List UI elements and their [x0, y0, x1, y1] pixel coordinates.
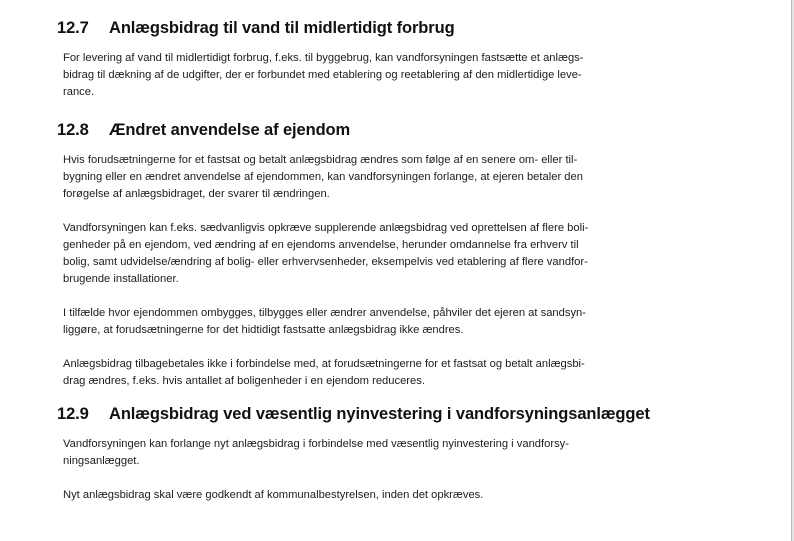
text-line: Vandforsyningen kan f.eks. sædvanligvis opkræve supplerende anlægsbidrag ved oprettelsen af flere boli-	[63, 222, 589, 234]
text-line: For levering af vand til midlertidigt forbrug, f.eks. til byggebrug, kan vandforsyningen fastsætte et anlægs-	[63, 52, 584, 64]
section-title: Anlægsbidrag ved væsentlig nyinvestering i vandforsyningsanlægget	[109, 405, 650, 423]
section-number: 12.9	[57, 405, 89, 423]
paragraph	[57, 220, 649, 288]
paragraph	[57, 356, 649, 390]
section-title: Ændret anvendelse af ejendom	[109, 121, 351, 139]
text-line: Vandforsyningen kan forlange nyt anlægsbidrag i forbindelse med væsentlig nyinvestering i vandforsy-	[63, 438, 569, 450]
section-title: Anlægsbidrag til vand til midlertidigt forbrug	[109, 19, 455, 37]
text-line: Hvis forudsætningerne for et fastsat og betalt anlægsbidrag ændres som følge af en senere om- eller til-	[63, 154, 578, 166]
paragraph	[57, 305, 649, 339]
text-line: genheder på en ejendom, ved ændring af en ejendoms anvendelse, herunder omdannelse fra erhverv til	[63, 239, 579, 251]
text-line: rance.	[63, 86, 95, 98]
text-line: Nyt anlægsbidrag skal være godkendt af kommunalbestyrelsen, inden det opkræves.	[63, 489, 484, 501]
section-12-7	[57, 19, 657, 101]
text-line: forøgelse af anlægsbidraget, der svarer til ændringen.	[63, 188, 330, 200]
section-12-9	[57, 405, 657, 504]
section-heading	[57, 19, 657, 38]
section-heading	[57, 405, 657, 424]
text-line: drag ændres, f.eks. hvis antallet af boligenheder i en ejendom reduceres.	[63, 375, 425, 387]
paragraph	[57, 50, 649, 101]
section-heading	[57, 121, 657, 140]
section-number: 12.8	[57, 121, 89, 139]
text-line: ningsanlægget.	[63, 455, 140, 467]
text-line: bygning eller en ændret anvendelse af ejendommen, kan vandforsyningen forlange, at ejeren betaler den	[63, 171, 583, 183]
text-line: I tilfælde hvor ejendommen ombygges, tilbygges eller ændrer anvendelse, påhviler det ejeren at sandsyn-	[63, 307, 586, 319]
text-line: brugende installationer.	[63, 273, 179, 285]
paragraph	[57, 487, 649, 504]
section-number: 12.7	[57, 19, 89, 37]
paragraph	[57, 152, 649, 203]
text-line: bolig, samt udvidelse/ændring af bolig- eller erhvervsenheder, eksempelvis ved etablering af flere vandfor-	[63, 256, 588, 268]
text-line: Anlægsbidrag tilbagebetales ikke i forbindelse med, at forudsætningerne for et fastsat og betalt anlægsbi-	[63, 358, 585, 370]
text-line: liggøre, at forudsætningerne for det hidtidigt fastsatte anlægsbidrag ikke ændres.	[63, 324, 464, 336]
section-12-8	[57, 121, 657, 390]
paragraph	[57, 436, 649, 470]
text-line: bidrag til dækning af de udgifter, der er forbundet med etablering og reetablering af den midlertidige leve-	[63, 69, 582, 81]
